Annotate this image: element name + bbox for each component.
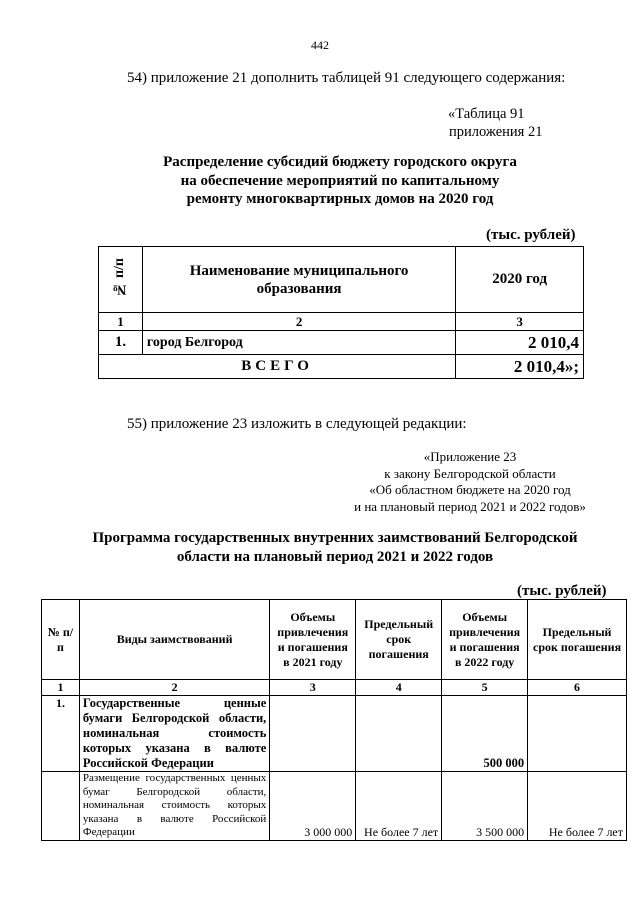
program-row-num [42, 772, 80, 841]
program-row-term2022 [528, 696, 627, 772]
program-table [41, 599, 627, 841]
table91-total-value: 2 010,4»; [456, 355, 584, 379]
program-header-term2021: Предельный срок погашения [356, 600, 442, 680]
program-title [40, 529, 630, 567]
table91-row-name: город Белгород [142, 331, 455, 355]
table91-header-num: № п/п [99, 247, 143, 313]
program-header-vol2021: Объемы привлечения и погашения в 2021 году [270, 600, 356, 680]
table91-row-num: 1. [99, 331, 143, 355]
program-title-line1: Программа государственных внутренних заимствований Белгородской [92, 530, 578, 546]
table91-header-year: 2020 год [456, 247, 584, 313]
table91-reference [448, 105, 542, 141]
table91-colnum: 3 [456, 313, 584, 331]
program-title-line2: области на плановый период 2021 и 2022 годов [176, 549, 494, 565]
app23-ref-line3: «Об областном бюджете на 2020 год [369, 482, 571, 497]
table91-total-row [99, 355, 584, 379]
program-row-term2022: Не более 7 лет [528, 772, 627, 841]
table91-title-line2: на обеспечение мероприятий по капитальному [180, 172, 500, 189]
table-row [42, 696, 627, 772]
program-row-term2021 [356, 696, 442, 772]
table91 [98, 246, 584, 379]
program-row-vol2021 [270, 696, 356, 772]
program-colnum: 4 [356, 680, 442, 696]
item-55-text: 55) приложение 23 изложить в следующей редакции: [127, 416, 467, 432]
table91-colnum: 1 [99, 313, 143, 331]
app23-ref-line1: «Приложение 23 [423, 449, 517, 464]
program-header-kind: Виды заимствований [79, 600, 269, 680]
program-row-vol2021: 3 000 000 [270, 772, 356, 841]
table91-title-line1: Распределение субсидий бюджету городского округа [163, 154, 517, 170]
table91-header-row [99, 247, 584, 313]
program-row-vol2022: 3 500 000 [442, 772, 528, 841]
item-54-text: 54) приложение 21 дополнить таблицей 91 следующего содержания: [127, 70, 566, 86]
program-row-term2021: Не более 7 лет [356, 772, 442, 841]
table91-total-label: ВСЕГО [99, 355, 456, 379]
table91-title-line3: ремонту многоквартирных домов на 2020 год [186, 191, 494, 207]
table91-colnum-row [99, 313, 584, 331]
program-colnum: 3 [270, 680, 356, 696]
table-row [42, 772, 627, 841]
program-header-num: № п/п [42, 600, 80, 680]
program-colnum: 2 [79, 680, 269, 696]
program-row-kind: Размещение государственных ценных бумаг Белгородской области, номинальная стоимость которых указана в валюте Российской Федерации [79, 772, 269, 841]
table91-colnum: 2 [142, 313, 455, 331]
app23-reference [340, 449, 600, 515]
table91-header-name: Наименование муниципального образования [142, 247, 455, 313]
table91-title [90, 153, 590, 209]
program-unit: (тыс. рублей) [517, 583, 607, 599]
program-header-row [42, 600, 627, 680]
table91-ref-line2: приложения 21 [449, 124, 543, 140]
table91-row-value: 2 010,4 [456, 331, 584, 355]
program-colnum: 5 [442, 680, 528, 696]
app23-ref-line4: и на плановый период 2021 и 2022 годов» [354, 498, 586, 514]
table91-unit: (тыс. рублей) [486, 227, 576, 243]
program-row-vol2022: 500 000 [442, 696, 528, 772]
app23-ref-line2: к закону Белгородской области [384, 465, 556, 481]
program-colnum-row [42, 680, 627, 696]
program-row-kind: Государственные ценные бумаги Белгородской области, номинальная стоимость которых указана в валюте Российской Федерации [79, 696, 269, 772]
program-colnum: 1 [42, 680, 80, 696]
program-row-num: 1. [42, 696, 80, 772]
program-colnum: 6 [528, 680, 627, 696]
program-header-term2022: Предельный срок погашения [528, 600, 627, 680]
table91-ref-line1: «Таблица 91 [448, 106, 525, 122]
table-row [99, 331, 584, 355]
page-number: 442 [311, 38, 329, 52]
program-header-vol2022: Объемы привлечения и погашения в 2022 году [442, 600, 528, 680]
